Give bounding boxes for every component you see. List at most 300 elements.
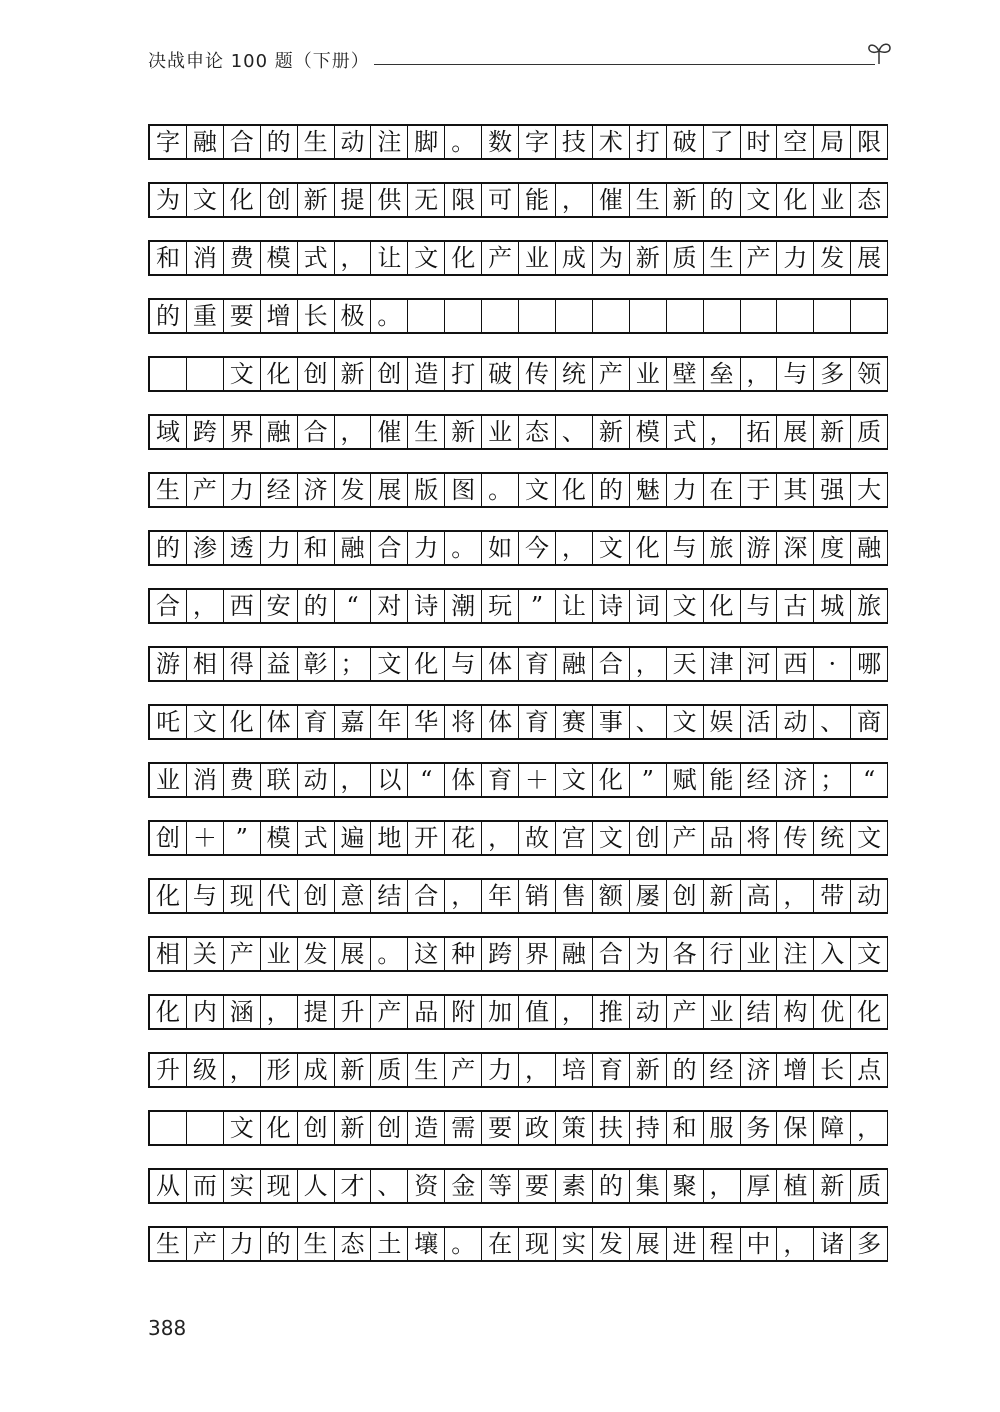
grid-cell: 词 bbox=[630, 590, 667, 622]
grid-cell bbox=[630, 300, 667, 332]
grid-cell: 发 bbox=[298, 938, 335, 970]
grid-cell: 品 bbox=[704, 822, 741, 854]
grid-cell: ， bbox=[335, 764, 372, 796]
grid-cell: 力 bbox=[224, 1228, 261, 1260]
grid-cell: 实 bbox=[224, 1170, 261, 1202]
grid-row bbox=[148, 1226, 888, 1262]
grid-cell: 今 bbox=[519, 532, 556, 564]
grid-cell: 化 bbox=[150, 996, 187, 1028]
grid-cell: 新 bbox=[335, 1054, 372, 1086]
grid-cell: 文 bbox=[408, 242, 445, 274]
grid-cell: 结 bbox=[371, 880, 408, 912]
grid-cell bbox=[593, 300, 630, 332]
grid-cell: 品 bbox=[408, 996, 445, 1028]
grid-cell: 壤 bbox=[408, 1228, 445, 1260]
page-number: 388 bbox=[148, 1316, 187, 1340]
grid-cell: 保 bbox=[777, 1112, 814, 1144]
grid-cell: 产 bbox=[445, 1054, 482, 1086]
grid-cell: 文 bbox=[224, 1112, 261, 1144]
grid-row bbox=[148, 124, 888, 160]
grid-cell: 限 bbox=[851, 126, 888, 158]
grid-cell: 费 bbox=[224, 242, 261, 274]
grid-cell: 集 bbox=[630, 1170, 667, 1202]
grid-cell: 展 bbox=[777, 416, 814, 448]
grid-cell: 增 bbox=[777, 1054, 814, 1086]
grid-cell: 、 bbox=[630, 706, 667, 738]
grid-cell: 旅 bbox=[704, 532, 741, 564]
grid-cell: 关 bbox=[187, 938, 224, 970]
grid-cell: 经 bbox=[261, 474, 298, 506]
grid-cell bbox=[408, 300, 445, 332]
grid-cell: 加 bbox=[482, 996, 519, 1028]
grid-cell: 持 bbox=[630, 1112, 667, 1144]
grid-cell: 宫 bbox=[556, 822, 593, 854]
grid-cell: 催 bbox=[593, 184, 630, 216]
grid-cell: 带 bbox=[814, 880, 851, 912]
grid-cell: 展 bbox=[335, 938, 372, 970]
grid-cell: 文 bbox=[593, 532, 630, 564]
grid-cell: ， bbox=[556, 184, 593, 216]
grid-cell: 文 bbox=[519, 474, 556, 506]
grid-cell: 开 bbox=[408, 822, 445, 854]
grid-cell: 文 bbox=[187, 706, 224, 738]
grid-cell: 融 bbox=[851, 532, 888, 564]
grid-cell: 创 bbox=[371, 1112, 408, 1144]
grid-cell: 遍 bbox=[335, 822, 372, 854]
grid-row bbox=[148, 588, 888, 624]
grid-cell: 嘉 bbox=[335, 706, 372, 738]
grid-cell: 商 bbox=[851, 706, 888, 738]
grid-cell: 植 bbox=[777, 1170, 814, 1202]
grid-cell: 济 bbox=[298, 474, 335, 506]
grid-cell: ， bbox=[224, 1054, 261, 1086]
grid-cell: 障 bbox=[814, 1112, 851, 1144]
grid-cell: 化 bbox=[630, 532, 667, 564]
grid-cell: 垒 bbox=[704, 358, 741, 390]
grid-cell: 造 bbox=[408, 1112, 445, 1144]
grid-cell: 新 bbox=[445, 416, 482, 448]
grid-cell: 可 bbox=[482, 184, 519, 216]
grid-cell: 、 bbox=[814, 706, 851, 738]
grid-cell bbox=[445, 300, 482, 332]
grid-cell: 域 bbox=[150, 416, 187, 448]
grid-cell: 展 bbox=[371, 474, 408, 506]
grid-cell: ， bbox=[777, 1228, 814, 1260]
grid-cell: 提 bbox=[335, 184, 372, 216]
grid-cell: 业 bbox=[150, 764, 187, 796]
grid-cell: 新 bbox=[704, 880, 741, 912]
grid-cell: 值 bbox=[519, 996, 556, 1028]
grid-cell: 创 bbox=[667, 880, 704, 912]
grid-cell: 从 bbox=[150, 1170, 187, 1202]
grid-cell: 在 bbox=[482, 1228, 519, 1260]
grid-cell: 娱 bbox=[704, 706, 741, 738]
grid-cell: 而 bbox=[187, 1170, 224, 1202]
grid-cell: 业 bbox=[704, 996, 741, 1028]
grid-cell: 入 bbox=[814, 938, 851, 970]
grid-cell: 优 bbox=[814, 996, 851, 1028]
grid-cell: 文 bbox=[667, 706, 704, 738]
grid-cell: 其 bbox=[777, 474, 814, 506]
page-header bbox=[148, 50, 893, 86]
grid-cell: 现 bbox=[519, 1228, 556, 1260]
grid-cell: 联 bbox=[261, 764, 298, 796]
grid-cell: 务 bbox=[741, 1112, 778, 1144]
grid-cell: 度 bbox=[814, 532, 851, 564]
grid-cell: 育 bbox=[482, 764, 519, 796]
grid-cell: 生 bbox=[150, 1228, 187, 1260]
grid-cell: 程 bbox=[704, 1228, 741, 1260]
grid-cell: 态 bbox=[335, 1228, 372, 1260]
grid-cell: 服 bbox=[704, 1112, 741, 1144]
grid-cell: 济 bbox=[777, 764, 814, 796]
grid-cell: 实 bbox=[556, 1228, 593, 1260]
grid-cell: 融 bbox=[187, 126, 224, 158]
grid-cell: 经 bbox=[741, 764, 778, 796]
grid-cell: 态 bbox=[851, 184, 888, 216]
grid-cell: 合 bbox=[224, 126, 261, 158]
grid-row bbox=[148, 704, 888, 740]
grid-cell: 对 bbox=[371, 590, 408, 622]
grid-cell bbox=[704, 300, 741, 332]
grid-cell: ， bbox=[704, 416, 741, 448]
grid-cell: “ bbox=[335, 590, 372, 622]
grid-cell: 展 bbox=[630, 1228, 667, 1260]
grid-cell: ， bbox=[704, 1170, 741, 1202]
grid-cell: 河 bbox=[741, 648, 778, 680]
grid-cell: 力 bbox=[482, 1054, 519, 1086]
grid-cell: 育 bbox=[298, 706, 335, 738]
grid-cell: 进 bbox=[667, 1228, 704, 1260]
grid-cell: 的 bbox=[261, 126, 298, 158]
grid-cell: 深 bbox=[777, 532, 814, 564]
grid-cell: 体 bbox=[482, 706, 519, 738]
grid-cell: 能 bbox=[704, 764, 741, 796]
grid-cell: ， bbox=[777, 880, 814, 912]
grid-cell: 等 bbox=[482, 1170, 519, 1202]
grid-cell: 各 bbox=[667, 938, 704, 970]
grid-cell: 产 bbox=[187, 474, 224, 506]
grid-cell: 与 bbox=[187, 880, 224, 912]
grid-cell: ， bbox=[741, 358, 778, 390]
grid-cell: 融 bbox=[556, 648, 593, 680]
grid-cell: ＋ bbox=[519, 764, 556, 796]
grid-cell: 重 bbox=[187, 300, 224, 332]
grid-cell: 强 bbox=[814, 474, 851, 506]
grid-row bbox=[148, 646, 888, 682]
grid-cell: 与 bbox=[777, 358, 814, 390]
grid-cell bbox=[556, 300, 593, 332]
grid-cell: 创 bbox=[150, 822, 187, 854]
grid-row bbox=[148, 530, 888, 566]
grid-cell: 融 bbox=[335, 532, 372, 564]
sprout-icon bbox=[865, 38, 893, 66]
grid-cell: ， bbox=[335, 416, 372, 448]
grid-cell: 费 bbox=[224, 764, 261, 796]
grid-cell: 哪 bbox=[851, 648, 888, 680]
grid-cell: 育 bbox=[519, 706, 556, 738]
grid-cell: 新 bbox=[298, 184, 335, 216]
grid-cell: 融 bbox=[261, 416, 298, 448]
grid-cell: 构 bbox=[777, 996, 814, 1028]
grid-cell: 打 bbox=[630, 126, 667, 158]
grid-cell: 合 bbox=[150, 590, 187, 622]
grid-cell: 政 bbox=[519, 1112, 556, 1144]
grid-cell: 育 bbox=[519, 648, 556, 680]
grid-row bbox=[148, 994, 888, 1030]
grid-cell: 业 bbox=[261, 938, 298, 970]
grid-cell: 济 bbox=[741, 1054, 778, 1086]
grid-row bbox=[148, 414, 888, 450]
composition-grid bbox=[148, 124, 888, 1284]
grid-cell: 业 bbox=[630, 358, 667, 390]
grid-cell: 如 bbox=[482, 532, 519, 564]
grid-cell: 成 bbox=[556, 242, 593, 274]
grid-cell: 字 bbox=[519, 126, 556, 158]
grid-cell: 生 bbox=[408, 1054, 445, 1086]
grid-cell: 的 bbox=[298, 590, 335, 622]
grid-cell: 新 bbox=[814, 416, 851, 448]
grid-cell: 创 bbox=[298, 1112, 335, 1144]
grid-cell: 西 bbox=[224, 590, 261, 622]
grid-cell: 破 bbox=[482, 358, 519, 390]
grid-cell: 质 bbox=[667, 242, 704, 274]
grid-cell: 化 bbox=[593, 764, 630, 796]
grid-cell: 创 bbox=[630, 822, 667, 854]
grid-cell: 新 bbox=[335, 1112, 372, 1144]
grid-cell: 的 bbox=[593, 474, 630, 506]
grid-cell: 产 bbox=[667, 996, 704, 1028]
grid-cell: 育 bbox=[593, 1054, 630, 1086]
grid-row bbox=[148, 762, 888, 798]
grid-cell: 。 bbox=[445, 532, 482, 564]
grid-cell: 意 bbox=[335, 880, 372, 912]
grid-cell: 长 bbox=[814, 1054, 851, 1086]
grid-cell: 津 bbox=[704, 648, 741, 680]
grid-cell: 屡 bbox=[630, 880, 667, 912]
grid-cell: 要 bbox=[519, 1170, 556, 1202]
grid-cell: 生 bbox=[630, 184, 667, 216]
grid-cell: 年 bbox=[371, 706, 408, 738]
grid-cell: 诸 bbox=[814, 1228, 851, 1260]
grid-cell: 消 bbox=[187, 242, 224, 274]
grid-row bbox=[148, 1110, 888, 1146]
grid-cell: 高 bbox=[741, 880, 778, 912]
grid-cell: 跨 bbox=[482, 938, 519, 970]
grid-cell: 活 bbox=[741, 706, 778, 738]
grid-cell: 与 bbox=[741, 590, 778, 622]
grid-cell: 厚 bbox=[741, 1170, 778, 1202]
grid-cell: 拓 bbox=[741, 416, 778, 448]
grid-cell: 让 bbox=[371, 242, 408, 274]
grid-cell: 供 bbox=[371, 184, 408, 216]
grid-cell: 金 bbox=[445, 1170, 482, 1202]
grid-cell: 传 bbox=[777, 822, 814, 854]
grid-cell bbox=[814, 300, 851, 332]
grid-cell: 销 bbox=[519, 880, 556, 912]
grid-cell: 创 bbox=[298, 880, 335, 912]
grid-cell: 业 bbox=[814, 184, 851, 216]
grid-cell: 动 bbox=[851, 880, 888, 912]
grid-cell: 化 bbox=[224, 184, 261, 216]
grid-cell: 生 bbox=[150, 474, 187, 506]
grid-cell: 。 bbox=[371, 300, 408, 332]
grid-cell: 体 bbox=[482, 648, 519, 680]
grid-cell: 将 bbox=[445, 706, 482, 738]
grid-cell: ， bbox=[851, 1112, 888, 1144]
grid-row bbox=[148, 472, 888, 508]
grid-cell: 动 bbox=[630, 996, 667, 1028]
grid-cell: 级 bbox=[187, 1054, 224, 1086]
grid-row bbox=[148, 182, 888, 218]
grid-cell: 业 bbox=[482, 416, 519, 448]
grid-cell: 消 bbox=[187, 764, 224, 796]
grid-cell: 内 bbox=[187, 996, 224, 1028]
grid-cell: 产 bbox=[187, 1228, 224, 1260]
grid-cell: 新 bbox=[667, 184, 704, 216]
grid-cell: 模 bbox=[261, 242, 298, 274]
grid-cell: 彰 bbox=[298, 648, 335, 680]
grid-cell: 为 bbox=[593, 242, 630, 274]
grid-cell: 推 bbox=[593, 996, 630, 1028]
grid-cell: ， bbox=[187, 590, 224, 622]
grid-cell: 传 bbox=[519, 358, 556, 390]
grid-cell: 术 bbox=[593, 126, 630, 158]
grid-cell: 、 bbox=[371, 1170, 408, 1202]
grid-cell: 升 bbox=[150, 1054, 187, 1086]
grid-cell: 新 bbox=[630, 1054, 667, 1086]
grid-cell: 形 bbox=[261, 1054, 298, 1086]
grid-cell: 的 bbox=[261, 1228, 298, 1260]
grid-cell: 旅 bbox=[851, 590, 888, 622]
grid-cell: 文 bbox=[371, 648, 408, 680]
grid-cell: 升 bbox=[335, 996, 372, 1028]
grid-cell: 与 bbox=[445, 648, 482, 680]
grid-cell: 局 bbox=[814, 126, 851, 158]
grid-cell: 要 bbox=[224, 300, 261, 332]
grid-cell: 现 bbox=[261, 1170, 298, 1202]
grid-cell: 动 bbox=[298, 764, 335, 796]
grid-cell: 。 bbox=[445, 1228, 482, 1260]
grid-cell: 业 bbox=[519, 242, 556, 274]
grid-cell: 统 bbox=[556, 358, 593, 390]
grid-row bbox=[148, 1052, 888, 1088]
grid-cell: 玩 bbox=[482, 590, 519, 622]
grid-cell: 态 bbox=[519, 416, 556, 448]
grid-cell: 产 bbox=[482, 242, 519, 274]
grid-cell: 生 bbox=[298, 1228, 335, 1260]
grid-cell: ＋ bbox=[187, 822, 224, 854]
grid-cell: ， bbox=[482, 822, 519, 854]
grid-cell: 文 bbox=[556, 764, 593, 796]
grid-cell: 打 bbox=[445, 358, 482, 390]
grid-cell: 地 bbox=[371, 822, 408, 854]
grid-cell: 合 bbox=[298, 416, 335, 448]
grid-cell: 古 bbox=[777, 590, 814, 622]
grid-cell: 、 bbox=[556, 416, 593, 448]
grid-cell: 化 bbox=[556, 474, 593, 506]
grid-cell: 力 bbox=[261, 532, 298, 564]
grid-cell: 合 bbox=[593, 648, 630, 680]
grid-cell: 的 bbox=[150, 532, 187, 564]
grid-cell: 附 bbox=[445, 996, 482, 1028]
grid-cell: 的 bbox=[593, 1170, 630, 1202]
grid-cell: 渗 bbox=[187, 532, 224, 564]
grid-cell bbox=[519, 300, 556, 332]
grid-row bbox=[148, 356, 888, 392]
grid-row bbox=[148, 298, 888, 334]
grid-cell: 中 bbox=[741, 1228, 778, 1260]
grid-row bbox=[148, 240, 888, 276]
grid-cell: 界 bbox=[224, 416, 261, 448]
grid-cell: 跨 bbox=[187, 416, 224, 448]
grid-cell: 动 bbox=[777, 706, 814, 738]
grid-cell: 新 bbox=[335, 358, 372, 390]
grid-cell: 。 bbox=[445, 126, 482, 158]
grid-cell: 和 bbox=[150, 242, 187, 274]
grid-cell: 故 bbox=[519, 822, 556, 854]
grid-cell: 现 bbox=[224, 880, 261, 912]
grid-cell: 体 bbox=[261, 706, 298, 738]
grid-cell: 策 bbox=[556, 1112, 593, 1144]
grid-cell: 和 bbox=[298, 532, 335, 564]
grid-cell: 产 bbox=[224, 938, 261, 970]
grid-cell: 游 bbox=[150, 648, 187, 680]
grid-cell: 这 bbox=[408, 938, 445, 970]
grid-cell: 产 bbox=[371, 996, 408, 1028]
grid-cell: 式 bbox=[667, 416, 704, 448]
grid-cell: ； bbox=[335, 648, 372, 680]
grid-cell: 与 bbox=[667, 532, 704, 564]
grid-cell: 力 bbox=[224, 474, 261, 506]
grid-cell bbox=[482, 300, 519, 332]
grid-cell: 的 bbox=[704, 184, 741, 216]
grid-cell: 魅 bbox=[630, 474, 667, 506]
grid-cell: 事 bbox=[593, 706, 630, 738]
grid-cell: 为 bbox=[150, 184, 187, 216]
grid-cell: 壁 bbox=[667, 358, 704, 390]
grid-cell: 和 bbox=[667, 1112, 704, 1144]
grid-cell: “ bbox=[408, 764, 445, 796]
grid-cell: 。 bbox=[371, 938, 408, 970]
grid-cell: 融 bbox=[556, 938, 593, 970]
grid-cell: 力 bbox=[408, 532, 445, 564]
grid-cell: 人 bbox=[298, 1170, 335, 1202]
grid-cell: 了 bbox=[704, 126, 741, 158]
grid-cell: 产 bbox=[741, 242, 778, 274]
grid-cell: 脚 bbox=[408, 126, 445, 158]
grid-cell: 安 bbox=[261, 590, 298, 622]
grid-cell: 天 bbox=[667, 648, 704, 680]
grid-cell: 模 bbox=[630, 416, 667, 448]
grid-cell bbox=[741, 300, 778, 332]
grid-cell: 培 bbox=[556, 1054, 593, 1086]
grid-cell: 质 bbox=[851, 416, 888, 448]
grid-cell: 文 bbox=[224, 358, 261, 390]
grid-cell: 让 bbox=[556, 590, 593, 622]
grid-cell: 空 bbox=[777, 126, 814, 158]
grid-cell: 时 bbox=[741, 126, 778, 158]
grid-cell: 注 bbox=[777, 938, 814, 970]
grid-cell: 点 bbox=[851, 1054, 888, 1086]
grid-cell: ， bbox=[335, 242, 372, 274]
grid-cell: 图 bbox=[445, 474, 482, 506]
grid-cell: 的 bbox=[150, 300, 187, 332]
grid-cell: 质 bbox=[851, 1170, 888, 1202]
grid-cell: 土 bbox=[371, 1228, 408, 1260]
grid-cell: 透 bbox=[224, 532, 261, 564]
grid-cell: 多 bbox=[814, 358, 851, 390]
